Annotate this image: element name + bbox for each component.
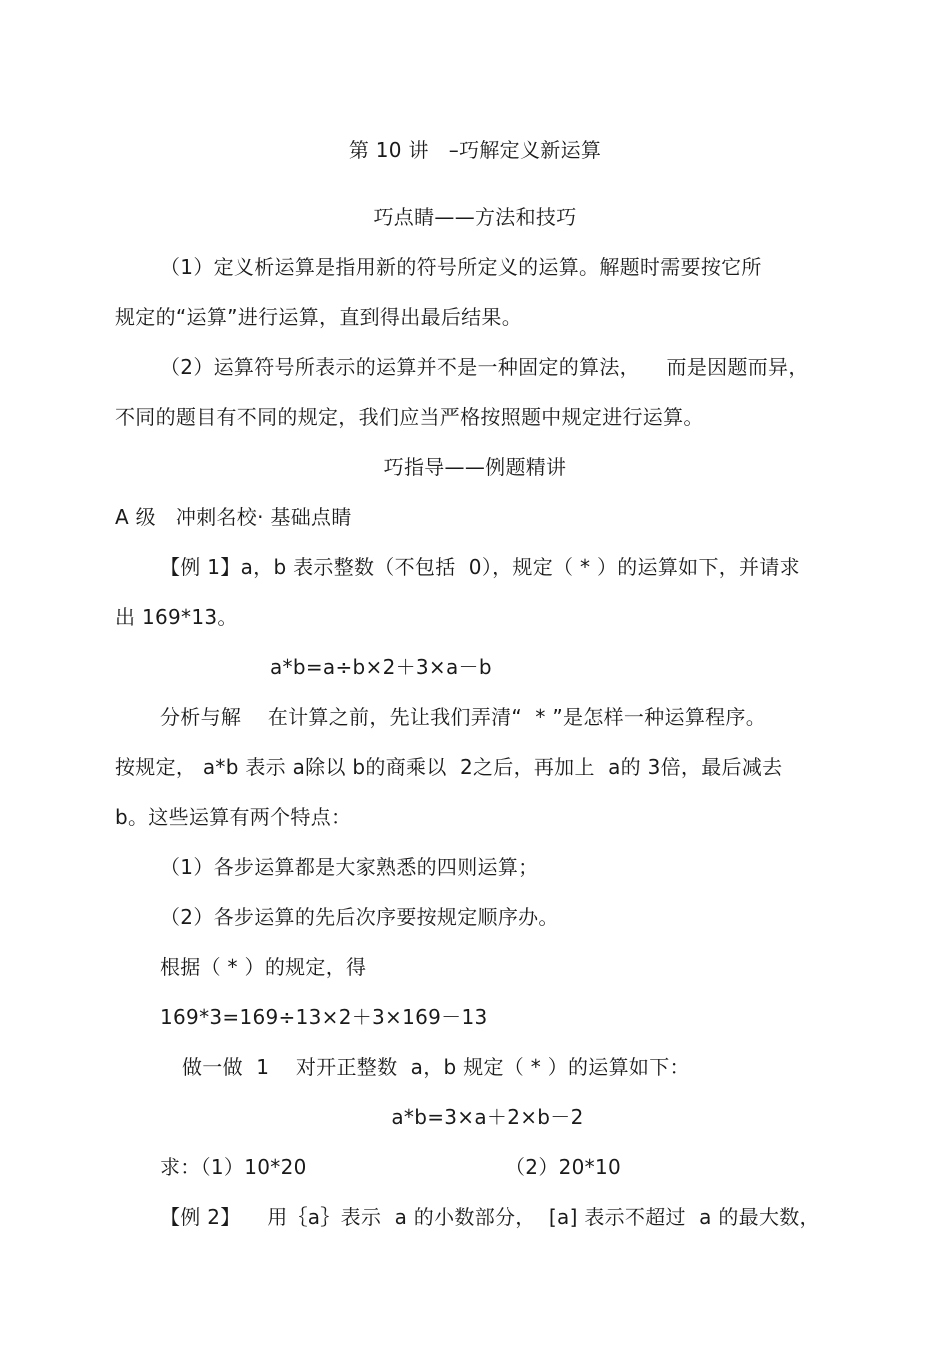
formula-1: a*b=a÷b×2＋3×a－b — [270, 655, 492, 679]
formula-2: a*b=3×a＋2×b－2 — [391, 1105, 584, 1129]
according-text: 根据（ * ）的规定，得 — [160, 955, 367, 979]
analysis-line-1: 分析与解 在计算之前，先让我们弄清“ * ”是怎样一种运算程序。 — [160, 705, 767, 729]
page-title: 第 10 讲 –巧解定义新运算 — [348, 138, 602, 162]
paragraph-2-line-1: （2）运算符号所表示的运算并不是一种固定的算法， 而是因题而异， — [160, 355, 809, 379]
example-2-line-1: 【例 2】 用｛a｝表示 a 的小数部分， [a] 表示不超过 a 的最大数， — [160, 1205, 820, 1229]
section-heading-methods: 巧点睛——方法和技巧 — [373, 205, 577, 229]
analysis-line-2: 按规定， a*b 表示 a除以 b的商乘以 2之后，再加上 a的 3倍，最后减去 — [115, 755, 783, 779]
question-part-1: 求：（1）10*20 — [160, 1155, 307, 1179]
level-label: A 级 冲刺名校· 基础点睛 — [115, 505, 352, 529]
example-1-line-1: 【例 1】a，b 表示整数（不包括 0），规定（ * ）的运算如下，并请求 — [160, 555, 800, 579]
section-heading-examples: 巧指导——例题精讲 — [383, 455, 567, 479]
example-1-line-2: 出 169*13。 — [115, 605, 238, 629]
question-part-2: （2）20*10 — [505, 1155, 622, 1179]
paragraph-1-line-1: （1）定义析运算是指用新的符号所定义的运算。解题时需要按它所 — [160, 255, 762, 279]
analysis-line-3: b。这些运算有两个特点： — [115, 805, 352, 829]
calculation: 169*3=169÷13×2＋3×169－13 — [160, 1005, 488, 1029]
paragraph-2-line-2: 不同的题目有不同的规定，我们应当严格按照题中规定进行运算。 — [115, 405, 704, 429]
practice-1: 做一做 1 对开正整数 a，b 规定（ * ）的运算如下： — [182, 1055, 690, 1079]
paragraph-1-line-2: 规定的“运算”进行运算，直到得出最后结果。 — [115, 305, 523, 329]
feature-1: （1）各步运算都是大家熟悉的四则运算； — [160, 855, 539, 879]
feature-2: （2）各步运算的先后次序要按规定顺序办。 — [160, 905, 559, 929]
